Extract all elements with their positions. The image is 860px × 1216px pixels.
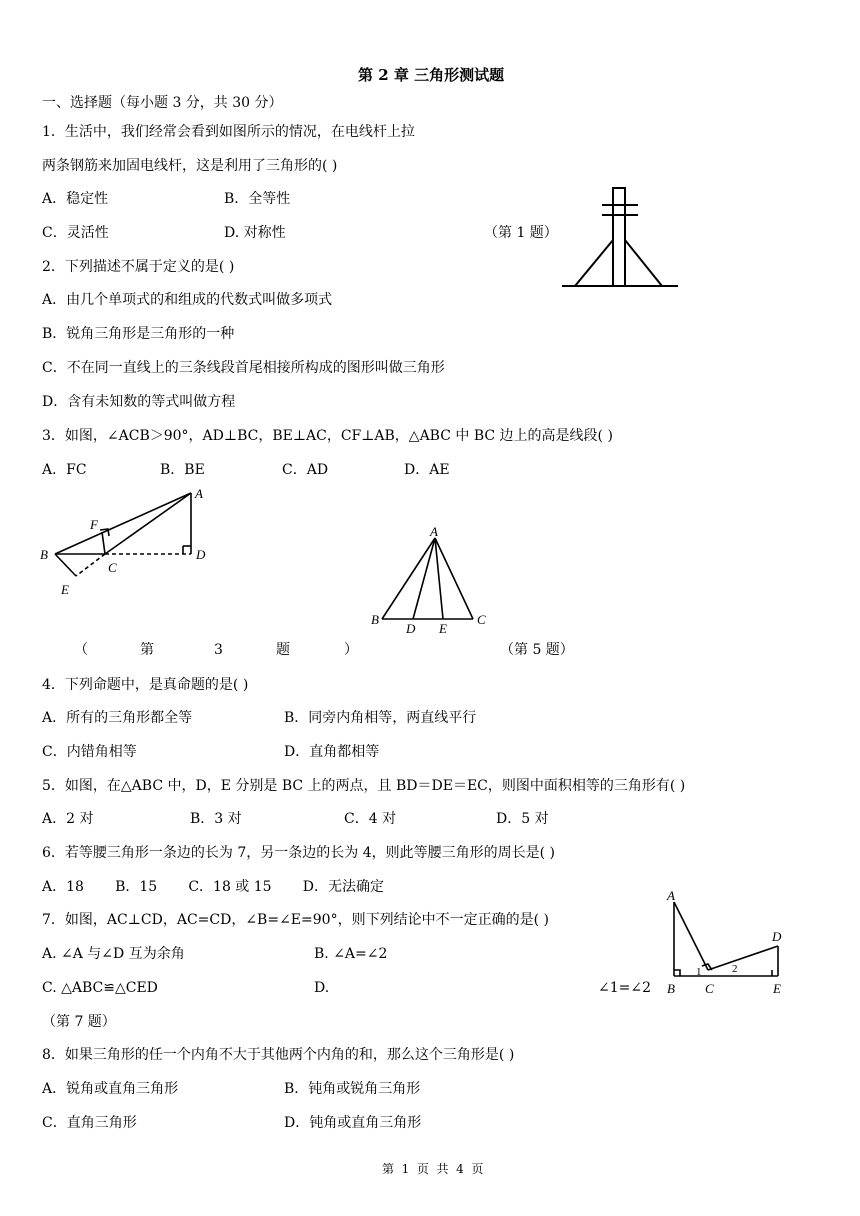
q3-option-a: A．FC (42, 462, 87, 478)
q5-triangle-figure (368, 526, 498, 636)
q7-angle-1-label: 1 (696, 966, 702, 978)
q3-label-c: C (108, 560, 117, 575)
q7-label-e: E (773, 981, 781, 996)
q7-option-d-tail: ∠1=∠2 (598, 980, 652, 996)
q8-stem: 8．如果三角形的任一个内角不大于其他两个内角的和，那么这个三角形是( ) (42, 1047, 515, 1063)
q5-option-c: C．4 对 (344, 811, 397, 827)
q2-option-c: C．不在同一直线上的三条线段首尾相接所构成的图形叫做三角形 (42, 360, 445, 376)
q8-option-b: B．钝角或锐角三角形 (284, 1081, 421, 1097)
q5-option-a: A．2 对 (42, 811, 94, 827)
q3-caption-di: 第 (140, 642, 154, 658)
q1-option-a: A．稳定性 (42, 191, 109, 207)
q6-stem: 6．若等腰三角形一条边的长为 7，另一条边的长为 4，则此等腰三角形的周长是( ) (42, 845, 555, 861)
q7-label-d: D (772, 929, 782, 944)
q3-caption-ti: 题 (276, 642, 290, 658)
q7-figure-caption: （第 7 题） (42, 1014, 116, 1030)
q4-stem: 4．下列命题中，是真命题的是( ) (42, 677, 249, 693)
q5-label-c: C (477, 612, 486, 627)
q7-label-b: B (667, 981, 675, 996)
page-footer: 第 1 页 共 4 页 (382, 1162, 484, 1176)
q7-stem: 7．如图，AC⊥CD，AC=CD，∠B=∠E=90°，则下列结论中不一定正确的是( ) (42, 912, 549, 928)
q5-option-d: D．5 对 (496, 811, 549, 827)
q3-option-b: B．BE (160, 462, 205, 478)
q1-option-d: D. 对称性 (224, 225, 286, 241)
q2-option-d: D．含有未知数的等式叫做方程 (42, 394, 236, 410)
q5-label-a: A (430, 524, 438, 539)
q3-label-e: E (61, 582, 69, 597)
q3-option-d: D．AE (404, 462, 450, 478)
q5-label-e: E (439, 621, 447, 636)
q8-option-a: A．锐角或直角三角形 (42, 1081, 179, 1097)
q3-label-f: F (90, 517, 98, 532)
q8-option-c: C．直角三角形 (42, 1115, 137, 1131)
q2-option-a: A．由几个单项式的和组成的代数式叫做多项式 (42, 292, 333, 308)
q3-caption-num: 3 (214, 642, 223, 658)
q3-caption-close: ） (344, 642, 358, 658)
q8-option-d: D．钝角或直角三角形 (284, 1115, 422, 1131)
q1-option-b: B．全等性 (224, 191, 291, 207)
q5-stem: 5．如图，在△ABC 中，D，E 分别是 BC 上的两点，且 BD＝DE＝EC，则图中面积相等的三角形有( ) (42, 778, 686, 794)
section-heading: 一、选择题（每小题 3 分，共 30 分） (42, 95, 283, 111)
page-title: 第 2 章 三角形测试题 (358, 66, 505, 84)
q3-label-b: B (40, 547, 48, 562)
q1-stem-line2: 两条钢筋来加固电线杆，这是利用了三角形的( ) (42, 158, 338, 174)
q4-option-b: B．同旁内角相等，两直线平行 (284, 710, 477, 726)
q7-option-b: B. ∠A=∠2 (314, 946, 388, 962)
q2-option-b: B．锐角三角形是三角形的一种 (42, 326, 235, 342)
q4-option-d: D．直角都相等 (284, 744, 380, 760)
q7-option-d: D. (314, 980, 330, 996)
q4-option-a: A．所有的三角形都全等 (42, 710, 193, 726)
q5-label-b: B (371, 612, 379, 627)
q3-label-d: D (196, 547, 206, 562)
q7-label-c: C (705, 981, 714, 996)
q7-label-a: A (667, 888, 675, 903)
q5-option-b: B．3 对 (190, 811, 242, 827)
q2-stem: 2．下列描述不属于定义的是( ) (42, 259, 235, 275)
q7-option-c: C. △ABC≌△CED (42, 980, 158, 996)
q6-options: A．18 B．15 C．18 或 15 D．无法确定 (42, 879, 384, 895)
q7-angle-2-label: 2 (732, 963, 738, 975)
q7-option-a: A. ∠A 与∠D 互为余角 (42, 946, 185, 962)
q1-stem-line1: 1．生活中，我们经常会看到如图所示的情况，在电线杆上拉 (42, 124, 415, 140)
q4-option-c: C．内错角相等 (42, 744, 137, 760)
q5-figure-caption: （第 5 题） (500, 642, 574, 658)
q3-option-c: C．AD (282, 462, 329, 478)
q1-option-c: C．灵活性 (42, 225, 109, 241)
q1-pole-figure (560, 184, 690, 294)
q3-stem: 3．如图，∠ACB＞90°，AD⊥BC，BE⊥AC，CF⊥AB，△ABC 中 BC 边上的高是线段( ) (42, 428, 613, 444)
q7-figure (660, 886, 790, 996)
q3-triangle-figure (38, 486, 218, 596)
q3-label-a: A (195, 486, 203, 501)
q5-label-d: D (406, 621, 416, 636)
q3-caption-open: （ (74, 642, 88, 658)
q1-figure-caption: （第 1 题） (484, 225, 558, 241)
